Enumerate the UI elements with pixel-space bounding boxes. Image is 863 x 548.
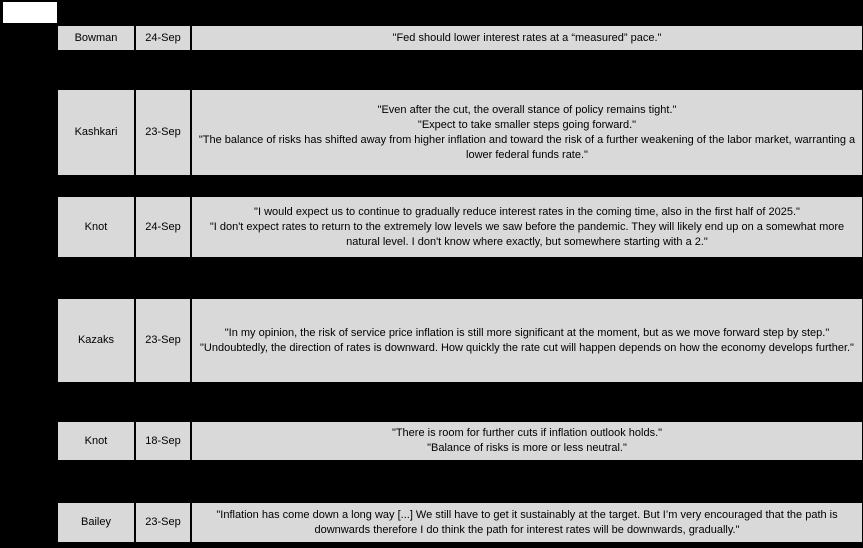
quote-cell (191, 196, 863, 258)
quote-cell (191, 89, 863, 176)
speaker-cell: Bowman (57, 25, 135, 51)
table-row (57, 196, 863, 258)
quote-cell (191, 502, 863, 543)
date-cell: 24-Sep (135, 25, 191, 51)
date-cell: 23-Sep (135, 502, 191, 543)
quote-line: "Undoubtedly, the direction of rates is downward. How quickly the rate cut will happen depends on how the economy develops further." (200, 341, 854, 354)
speaker-cell: Bailey (57, 502, 135, 543)
quote-line: "In my opinion, the risk of service price inflation is still more significant at the moment, but as we move forward step by step." (224, 326, 830, 339)
quote-line: "I don't expect rates to return to the extremely low levels we saw before the pandemic. They will likely end up on a somewhat more natural level. I don't know where exactly, but somewhere starting with a 2." (209, 220, 845, 248)
date-cell: 23-Sep (135, 298, 191, 383)
date-cell: 23-Sep (135, 89, 191, 176)
table-row (57, 89, 863, 176)
quote-line: "Fed should lower interest rates at a “measured” pace." (392, 31, 662, 44)
table-row (57, 25, 863, 51)
quote-line: "Balance of risks is more or less neutral." (427, 442, 627, 454)
quote-line: "There is room for further cuts if inflation outlook holds." (391, 427, 663, 439)
quote-line: "The balance of risks has shifted away from higher inflation and toward the risk of a further weakening of the labor market, warranting a lower federal funds rate." (198, 133, 856, 161)
corner-blank-box (3, 2, 57, 23)
table-row (57, 298, 863, 383)
speaker-cell: Kashkari (57, 89, 135, 176)
speaker-cell: Knot (57, 196, 135, 258)
date-cell: 18-Sep (135, 421, 191, 461)
table-row (57, 421, 863, 461)
speaker-cell: Kazaks (57, 298, 135, 383)
table-row (57, 502, 863, 543)
quote-line: "I would expect us to continue to gradually reduce interest rates in the coming time, also in the first half of 2025." (254, 205, 800, 218)
speaker-cell: Knot (57, 421, 135, 461)
quote-line: "Expect to take smaller steps going forward." (417, 118, 637, 131)
quote-line: "Even after the cut, the overall stance of policy remains tight." (377, 103, 677, 116)
quote-line: "Inflation has come down a long way [...] We still have to get it sustainably at the target. But I’m very encouraged that the path is downwards therefore I do think the path for interest rates will be downwards, gradually." (216, 508, 838, 536)
quote-cell (191, 298, 863, 383)
date-cell: 24-Sep (135, 196, 191, 258)
quote-cell (191, 421, 863, 461)
quote-cell (191, 25, 863, 51)
